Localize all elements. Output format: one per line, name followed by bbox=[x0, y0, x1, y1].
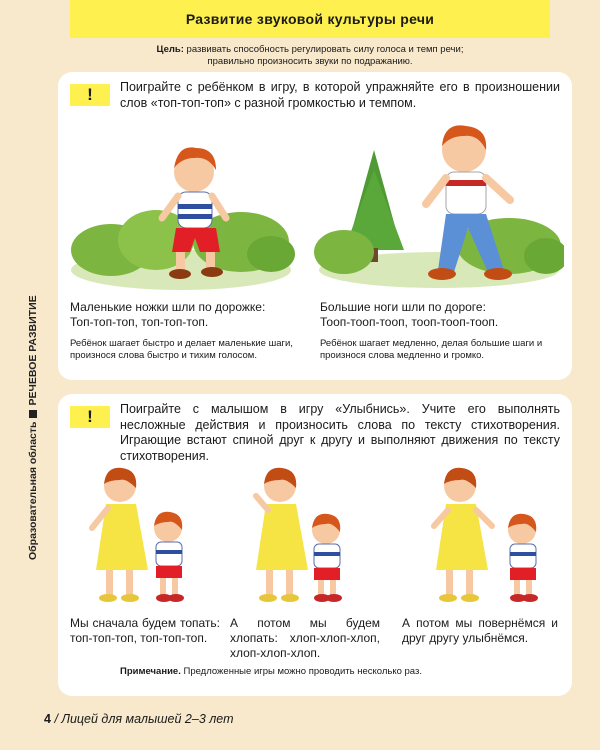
left-note: Ребёнок шагает быстро и делает маленькие шаги, произнося слова быстро и тихим голосом. bbox=[70, 338, 293, 361]
note bbox=[120, 666, 422, 677]
side-section: РЕЧЕВОЕ РАЗВИТИЕ bbox=[27, 295, 39, 406]
page-footer bbox=[44, 712, 234, 726]
illustration-stomping bbox=[68, 460, 218, 610]
side-area: Образовательная область bbox=[27, 421, 39, 560]
verse-clap: А потом мы будем хлопать: хлоп-хлоп-хлоп, хлоп-хлоп-хлоп. bbox=[230, 616, 380, 660]
illustration-smiling bbox=[408, 460, 568, 610]
game2-instructions: Поиграйте с малышом в игру «Улыбнись». Учите его выполнять несложные действия и произносить слова по тексту стихотворения. Играющие встают спиной друг к другу и выполняют движения по тексту стихотворения. bbox=[120, 402, 560, 463]
page-title: Развитие звуковой культуры речи bbox=[185, 11, 435, 27]
game-card-2 bbox=[58, 394, 572, 696]
square-bullet-icon bbox=[29, 410, 37, 418]
right-verse-line2: Тооп-тооп-тооп, тооп-тооп-тооп. bbox=[320, 315, 499, 329]
left-verse-line1: Маленькие ножки шли по дорожке: bbox=[70, 300, 266, 314]
exclamation-icon: ! bbox=[70, 406, 110, 428]
game-card-1 bbox=[58, 72, 572, 380]
goal-label: Цель: bbox=[156, 44, 184, 55]
page-number: 4 bbox=[44, 712, 51, 726]
right-verse bbox=[320, 300, 570, 330]
verse-smile: А потом мы повернёмся и друг другу улыбнёмся. bbox=[402, 616, 558, 645]
goal-line2: правильно произносить звуки по подражанию. bbox=[207, 56, 413, 67]
header-band bbox=[70, 0, 550, 38]
goal-block bbox=[70, 44, 550, 68]
side-label bbox=[24, 270, 42, 560]
right-note: Ребёнок шагает медленно, делая большие шаги и произнося слова медленно и громко. bbox=[320, 338, 543, 361]
exclamation-icon: ! bbox=[70, 84, 110, 106]
illustration-big-steps bbox=[314, 120, 564, 290]
goal-line1: развивать способность регулировать силу голоса и темп речи; bbox=[186, 44, 464, 55]
left-verse bbox=[70, 300, 310, 330]
book-title: / Лицей для малышей 2–3 лет bbox=[54, 712, 234, 726]
verse-stomp: Мы сначала будем топать: топ-топ-топ, топ-топ-топ. bbox=[70, 616, 220, 645]
note-text: Предложенные игры можно проводить несколько раз. bbox=[183, 666, 422, 677]
illustration-small-steps bbox=[66, 130, 296, 290]
game1-instructions: Поиграйте с ребёнком в игру, в которой упражняйте его в произношении слов «топ-топ-топ» с разной громкостью и темпом. bbox=[120, 80, 560, 110]
left-verse-line2: Топ-топ-топ, топ-топ-топ. bbox=[70, 315, 209, 329]
note-label: Примечание. bbox=[120, 666, 181, 677]
illustration-clapping bbox=[228, 460, 378, 610]
right-verse-line1: Большие ноги шли по дороге: bbox=[320, 300, 486, 314]
